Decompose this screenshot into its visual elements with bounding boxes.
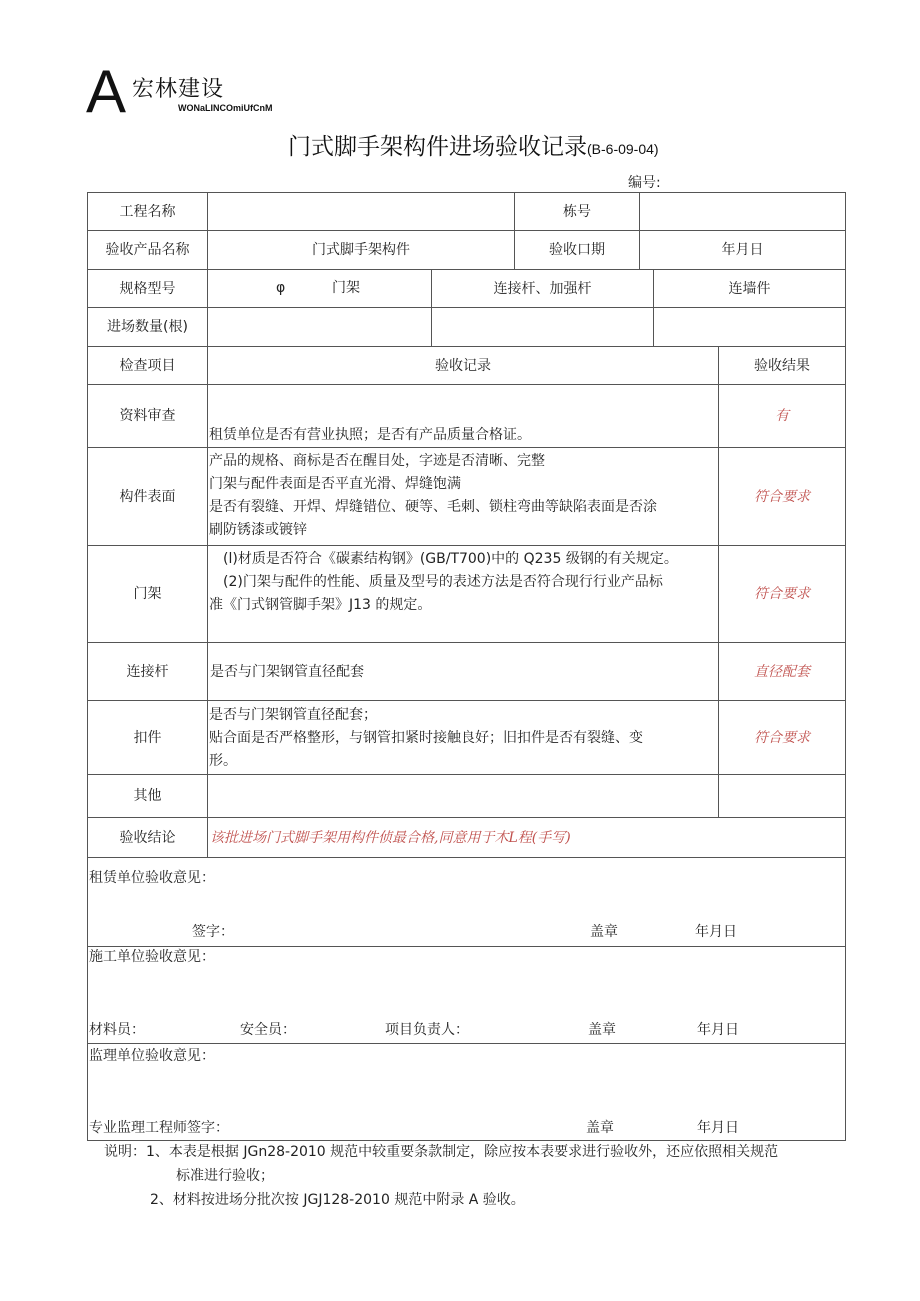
building-no-field[interactable]	[640, 193, 845, 230]
logo-letter: A	[86, 58, 127, 125]
record-line: 是否与门架钢管直径配套	[210, 663, 364, 680]
check-item-other: 其他	[133, 788, 162, 804]
supervisor-seal-label: 盖章	[586, 1120, 614, 1136]
check-result-frame: 符合要求	[754, 586, 810, 602]
record-line: 准《门式钢管脚手架》J13 的规定。	[209, 597, 432, 613]
conclusion-label: 验收结论	[119, 829, 176, 846]
document-title	[288, 128, 659, 161]
quantity-connector-field[interactable]	[432, 308, 653, 346]
supervisor-date-label: 年月日	[697, 1120, 739, 1136]
project-name-field[interactable]	[208, 193, 514, 230]
spec-wall: 连墙件	[728, 280, 771, 297]
record-line: (l)材质是否符合《碳素结构钢》(GB/T700)中的 Q235 级钢的有关规定。	[223, 551, 678, 567]
check-item-connector: 连接杆	[126, 663, 169, 680]
contractor-seal-label: 盖章	[588, 1022, 616, 1038]
record-line: (2)门架与配件的性能、质量及型号的表述方法是否符合现行行业产品标	[223, 574, 663, 590]
spec-phi: φ	[276, 280, 286, 296]
date-label: 验收口期	[549, 242, 605, 258]
check-item-coupler: 扣件	[133, 729, 162, 746]
check-result-surface: 符合要求	[754, 488, 810, 505]
supervisor-opinion-label: 监理单位验收意见：	[89, 1048, 215, 1064]
quantity-wall-field[interactable]	[654, 308, 845, 346]
quantity-frame-field[interactable]	[208, 308, 431, 346]
project-name-label: 工程名称	[119, 203, 176, 220]
product-name-value: 门式脚手架构件	[312, 242, 410, 258]
building-no-label: 栋号	[563, 203, 591, 220]
spec-frame-cell	[208, 270, 431, 307]
check-record-frame	[209, 548, 714, 617]
check-result-connector: 直径配套	[754, 663, 810, 680]
quantity-label: 进场数量(根)	[107, 319, 188, 335]
record-line: 租赁单位是否有营业执照；是否有产品质量合格证。	[209, 427, 531, 443]
check-result-docs: 有	[775, 408, 789, 424]
number-label: 编号:	[628, 175, 661, 191]
check-result-coupler: 符合要求	[754, 729, 810, 746]
record-line: 门架与配件表面是否平直光滑、焊缝饱满	[209, 476, 461, 492]
record-line: 是否有裂缝、开焊、焊缝错位、硬等、毛刺、锁柱弯曲等缺陷表面是否涂	[209, 499, 657, 515]
project-manager-label: 项目负责人：	[385, 1022, 469, 1038]
company-name-cn: 宏林建设	[132, 77, 225, 102]
record-line: 贴合面是否严格整形，与钢管扣紧时接触良好；旧扣件是否有裂缝、变	[209, 730, 643, 746]
contractor-opinion-label: 施工单位验收意见：	[89, 949, 215, 965]
lessor-opinion-label: 租赁单位验收意见：	[89, 870, 215, 886]
spec-frame: 门架	[332, 280, 360, 296]
product-name-label: 验收产品名称	[105, 242, 190, 258]
note-2: 2、材料按进场分批次按 JGJ128-2010 规范中附录 A 验收。	[150, 1192, 525, 1208]
safety-officer-label: 安全员：	[240, 1022, 296, 1038]
company-name-en: WONaLINCOmiUfCnM	[178, 103, 273, 113]
form-code: (B-6-09-04)	[587, 141, 659, 157]
note-1-line-1: 说明：1、本表是根据 JGn28-2010 规范中较重要条款制定，除应按本表要求进行验收外，还应依照相关规范	[104, 1144, 779, 1160]
title-text: 门式脚手架构件进场验收记录	[288, 134, 587, 160]
check-item-docs: 资料审查	[119, 408, 176, 424]
lessor-date-label: 年月日	[695, 924, 737, 940]
check-record-connector	[208, 643, 718, 700]
lessor-seal-label: 盖章	[590, 924, 618, 940]
material-officer-label: 材料员：	[89, 1022, 145, 1038]
supervisor-sign-label: 专业监理工程师签字：	[89, 1120, 229, 1136]
note-1-line-2: 标准进行验收；	[176, 1168, 274, 1184]
spec-label: 规格型号	[119, 280, 176, 297]
check-result-other[interactable]	[719, 775, 845, 817]
record-line: 刷防锈漆或镀锌	[209, 522, 307, 538]
spec-connector: 连接杆、加强杆	[493, 280, 592, 297]
record-line: 是否与门架钢管直径配套；	[209, 707, 377, 723]
check-item-frame: 门架	[133, 586, 162, 602]
record-line: 产品的规格、商标是否在醒目处，字迹是否清晰、完整	[209, 453, 545, 469]
check-item-surface: 构件表面	[119, 488, 176, 505]
check-record-docs	[209, 424, 714, 447]
contractor-date-label: 年月日	[697, 1022, 739, 1038]
check-record-header: 验收记录	[435, 357, 491, 374]
check-record-surface	[209, 450, 714, 542]
check-item-header: 检查项目	[119, 357, 176, 374]
check-record-other[interactable]	[208, 775, 718, 817]
date-value: 年月日	[721, 242, 764, 258]
check-record-coupler	[209, 704, 714, 773]
record-line: 形。	[209, 753, 237, 769]
lessor-sign-label: 签字：	[192, 924, 234, 940]
check-result-header: 验收结果	[754, 357, 810, 374]
conclusion-value: 该批进场门式脚手架用构件侦最合格,同意用于木L程(手写)	[210, 829, 571, 846]
